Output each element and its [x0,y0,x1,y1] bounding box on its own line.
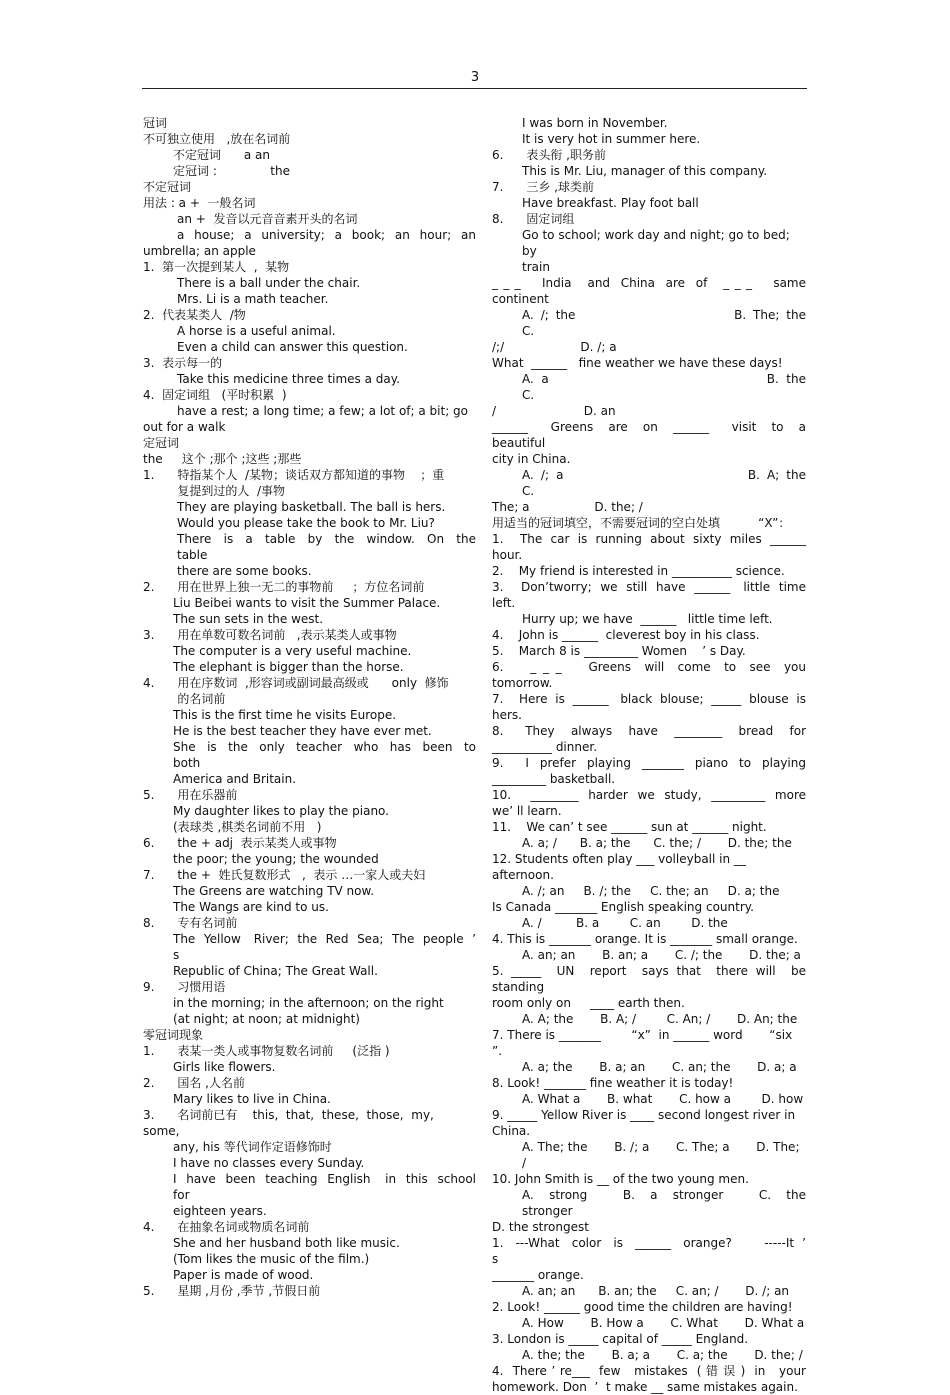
text-line: 8. Look! _______ fine weather it is today! [492,1076,734,1090]
text-line: 2. Look! ______ good time the children are having! [492,1300,793,1314]
text-line: Liu Beibei wants to visit the Summer Palace. [173,596,441,610]
text-line: 2. 用在世界上独一无二的事物前 ；方位名词前 [143,580,425,594]
text-line: The Yellow River; the Red Sea; The people ’ s [173,932,480,962]
text-line: train [522,260,550,274]
text-line: _________ basketball. [492,772,616,786]
text-line: China. [492,1124,531,1138]
text-line: There is a ball under the chair. [177,276,361,290]
text-line: 9. _____ Yellow River is ____ second longest river in [492,1108,796,1122]
text-line: 1. The car is running about sixty miles ______ [492,532,806,546]
text-line: 用适当的冠词填空，不需要冠词的空白处填 “X”： [492,516,791,530]
text-line: Go to school; work day and night; go to bed; by [522,228,794,258]
text-line: (表球类 ,棋类名词前不用 ) [173,820,322,834]
text-line: Take this medicine three times a day. [177,372,400,386]
text-line: This is the first time he visits Europe. [173,708,397,722]
text-line: I have been teaching English in this school for [173,1172,484,1202]
text-line: A. the; the B. a; a C. a; the D. the; / [522,1348,803,1362]
text-line: A. /; an B. /; the C. the; an D. a; the [522,884,780,898]
text-line: Mrs. Li is a math teacher. [177,292,329,306]
text-line: The computer is a very useful machine. [173,644,412,658]
text-line: 不定冠词 [143,180,192,194]
text-line: 8. 固定词组 [492,212,575,226]
text-line: 1. ---What color is ______ orange? -----It ’ s [492,1236,810,1266]
text-line: __________ dinner. [492,740,598,754]
text-line: Would you please take the book to Mr. Liu? [177,516,435,530]
header-rule [142,88,807,89]
text-line: 4. 用在序数词 ,形容词或副词最高级或 only 修饰 [143,676,449,690]
text-line: 3. Don’tworry; we still have ______ little time [492,580,806,594]
text-line: Girls like flowers. [173,1060,276,1074]
text-line: a house; a university; a book; an hour; an [177,228,476,242]
text-line: tomorrow. [492,676,553,690]
text-line: 1. 第一次提到某人 , 某物 [143,260,290,274]
text-line: A. an; an B. an; a C. /; the D. the; a [522,948,801,962]
text-line: 10. John Smith is __ of the two young men. [492,1172,749,1186]
text-line: 8. They always have ________ bread for [492,724,806,738]
text-line: 4. John is ______ cleverest boy in his class. [492,628,760,642]
text-line: the poor; the young; the wounded [173,852,379,866]
text-line: we’ ll learn. [492,804,562,818]
text-line: She is the only teacher who has been to both [173,740,484,770]
text-line: 5. 用在乐器前 [143,788,238,802]
text-line: 9. 习惯用语 [143,980,226,994]
text-line: He is the best teacher they have ever met. [173,724,432,738]
text-line: 2. 代表某类人 /物 [143,308,246,322]
text-line: 2. My friend is interested in __________ science. [492,564,785,578]
text-line: A. What a B. what C. how a D. how [522,1092,804,1106]
text-line: What ______ fine weather we have these days! [492,356,783,370]
text-line: 6. the + adj 表示某类人或事物 [143,836,337,850]
text-line: homework. Don ’ t make __ same mistakes again. [492,1380,798,1394]
text-line: 5. 星期 ,月份 ,季节 ,节假日前 [143,1284,321,1298]
text-line: 7. There is _______ “x” in ______ word “six ”. [492,1028,797,1058]
text-line: in the morning; in the afternoon; on the right [173,996,444,1010]
text-line: 冠词 [143,116,168,130]
text-line: 3. London is _____ capital of _____ England. [492,1332,749,1346]
text-line: A. strong B. a stronger C. the stronger [522,1188,818,1218]
text-line: out for a walk [143,420,226,434]
text-line: They are playing basketball. The ball is hers. [177,500,446,514]
text-line: I was born in November. [522,116,668,130]
text-line: / D. an [492,404,616,418]
text-line: 8. 专有名词前 [143,916,238,930]
text-line: 5. _____ UN report says that there will be standing [492,964,810,994]
text-line: 3. 表示每一的 [143,356,223,370]
text-line: city in China. [492,452,571,466]
text-line: there are some books. [177,564,312,578]
text-line: 7. 三乡 ,球类前 [492,180,594,194]
left-column [143,115,484,1299]
text-line: This is Mr. Liu, manager of this company. [522,164,768,178]
text-line: Paper is made of wood. [173,1268,314,1282]
text-line: The sun sets in the west. [173,612,324,626]
text-line: 3. 名词前已有 this, that, these, those, my, some, [143,1108,442,1138]
text-line: an + 发音以元音音素开头的名词 [177,212,358,226]
text-line: My daughter likes to play the piano. [173,804,389,818]
text-line: A. How B. How a C. What D. What a [522,1316,805,1330]
text-line: A. /; a B. A; the C. [522,468,898,498]
text-line: 定冠词 : the [173,164,290,178]
text-line: A. / B. a C. an D. the [522,916,728,930]
text-line: 6. _ _ _ Greens will come to see you [492,660,806,674]
text-line: A. an; an B. an; the C. an; / D. /; an [522,1284,790,1298]
text-line: 10. ________ harder we study, _________ more [492,788,806,802]
page-number: 3 [470,70,480,85]
text-line: Have breakfast. Play foot ball [522,196,699,210]
text-line: _______ orange. [492,1268,584,1282]
right-column [492,115,909,1395]
text-line: 7. the + 姓氏复数形式 , 表示 …一家人或夫妇 [143,868,426,882]
text-line: hers. [492,708,522,722]
text-line: 4. This is _______ orange. It is _______ small orange. [492,932,798,946]
text-line: ______ Greens are on ______ visit to a beautiful [492,420,814,450]
text-line: any, his 等代词作定语修饰时 [173,1140,332,1154]
text-line: 3. 用在单数可数名词前 ,表示某类人或事物 [143,628,397,642]
text-line: 零冠词现象 [143,1028,204,1042]
text-line: 4. There ’ re___ few mistakes ( 错 误 ) in your [492,1364,806,1378]
text-line: hour. [492,548,523,562]
text-line: 用法 : a + 一般名词 [143,196,256,210]
text-line: Even a child can answer this question. [177,340,408,354]
text-line: The Greens are watching TV now. [173,884,375,898]
text-line: A. The; the B. /; a C. The; a D. The; / [522,1140,804,1170]
text-line: 11. We can’ t see ______ sun at ______ night. [492,820,767,834]
text-line: 1. 特指某个人 /某物；谈话双方都知道的事物 ；重 [143,468,445,482]
text-line: A. a B. the C. [522,372,909,402]
text-line: 12. Students often play ___ volleyball in __ afternoon. [492,852,750,882]
text-line: 不可独立使用 ,放在名词前 [143,132,291,146]
text-line: A. a; the B. a; an C. an; the D. a; a [522,1060,797,1074]
text-line: The Wangs are kind to us. [173,900,329,914]
text-line: room only on ____ earth then. [492,996,685,1010]
text-line: A. /; the B. The; the C. [522,308,883,338]
text-line: Hurry up; we have ______ little time left. [522,612,773,626]
text-line: (Tom likes the music of the film.) [173,1252,370,1266]
text-line: _ _ _ India and China are of _ _ _ same [492,276,806,290]
text-line: Republic of China; The Great Wall. [173,964,378,978]
text-line: The elephant is bigger than the horse. [173,660,404,674]
text-line: 6. 表头衔 ,职务前 [492,148,606,162]
text-line: D. the strongest [492,1220,589,1234]
text-line: /;/ D. /; a [492,340,617,354]
text-line: I have no classes every Sunday. [173,1156,365,1170]
text-line: A. a; / B. a; the C. the; / D. the; the [522,836,792,850]
text-line: 4. 固定词组 (平时积累 ) [143,388,287,402]
text-line: 的名词前 [143,692,226,706]
text-line: left. [492,596,516,610]
text-line: There is a table by the window. On the table [177,532,484,562]
text-line: America and Britain. [173,772,297,786]
text-line: have a rest; a long time; a few; a lot of; a bit; go [177,404,469,418]
text-line: A horse is a useful animal. [177,324,336,338]
text-line: 7. Here is ______ black blouse; _____ blouse is [492,692,806,706]
text-line: 5. March 8 is _________ Women ’ s Day. [492,644,746,658]
text-line: umbrella; an apple [143,244,256,258]
text-line: A. A; the B. A; / C. An; / D. An; the [522,1012,798,1026]
text-line: 9. I prefer playing _______ piano to playing [492,756,806,770]
text-line: Is Canada _______ English speaking country. [492,900,754,914]
text-line: 4. 在抽象名词或物质名词前 [143,1220,310,1234]
text-line: The; a D. the; / [492,500,643,514]
text-line: 1. 表某一类人或事物复数名词前 (泛指 ) [143,1044,390,1058]
text-line: continent [492,292,549,306]
text-line: (at night; at noon; at midnight) [173,1012,360,1026]
text-line: It is very hot in summer here. [522,132,701,146]
text-line: 2. 国名 ,人名前 [143,1076,245,1090]
text-line: 不定冠词 a an [173,148,271,162]
text-line: 定冠词 [143,436,180,450]
text-line: She and her husband both like music. [173,1236,400,1250]
text-line: 复提到过的人 /事物 [143,484,286,498]
text-line: eighteen years. [173,1204,267,1218]
text-line: Mary likes to live in China. [173,1092,331,1106]
text-line: the 这个 ;那个 ;这些 ;那些 [143,452,302,466]
